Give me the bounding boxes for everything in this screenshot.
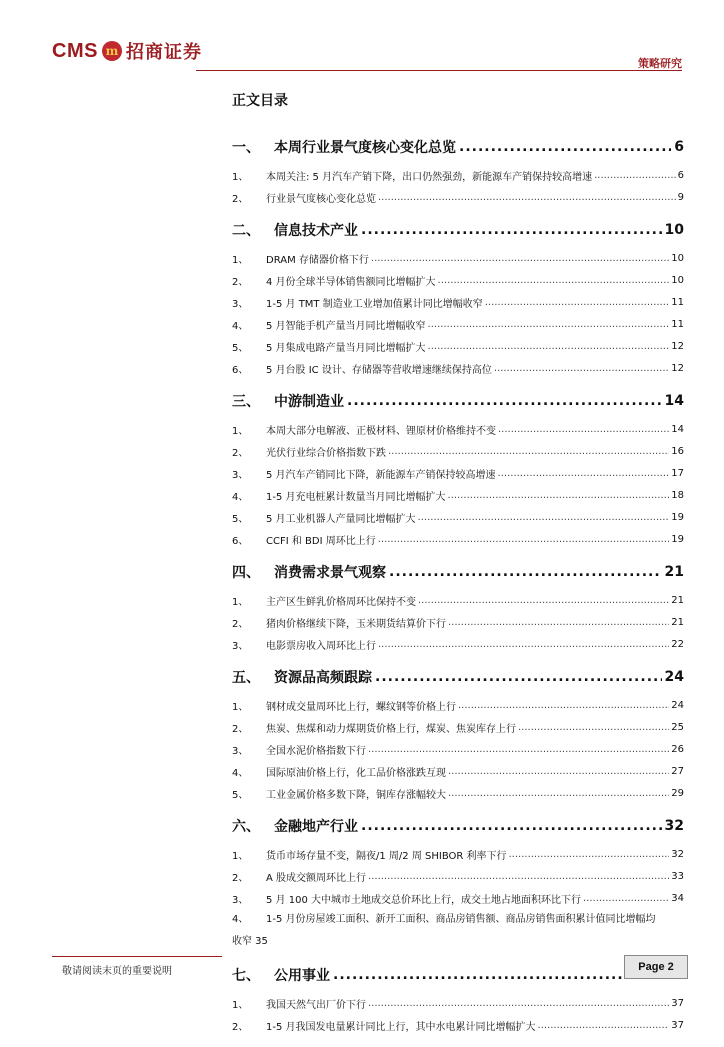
section-number: 一、: [232, 140, 260, 156]
item-number: 1、: [232, 999, 249, 1011]
footer-note: 敬请阅读末页的重要说明: [62, 966, 172, 977]
item-page: 21: [671, 594, 684, 606]
dot-leader: [371, 253, 669, 264]
section-page: 14: [664, 393, 684, 409]
section-number: 三、: [232, 394, 260, 410]
item-title: 1-5 月份房屋竣工面积、新开工面积、商品房销售额、商品房销售面积累计值同比增幅均: [266, 914, 656, 925]
item-title: 货币市场存量不变，隔夜/1 周/2 周 SHIBOR 利率下行: [266, 850, 507, 862]
toc-title: 正文目录: [232, 93, 288, 109]
dot-leader: [494, 363, 669, 374]
section-title: 金融地产行业: [274, 819, 358, 835]
toc-section-entry[interactable]: [232, 219, 684, 241]
item-page: 14: [671, 423, 684, 435]
item-number: 2、: [232, 618, 249, 630]
item-title: A 股成交额周环比上行: [266, 872, 367, 884]
item-page: 9: [677, 191, 684, 203]
item-page: 32: [671, 848, 684, 860]
item-number: 2、: [232, 872, 249, 884]
section-number: 二、: [232, 223, 260, 239]
dot-leader: [378, 192, 676, 203]
toc-item-entry[interactable]: [232, 186, 684, 208]
item-title: 5 月集成电路产量当月同比增幅扩大: [266, 342, 426, 354]
table-of-contents: [232, 92, 684, 1047]
item-number: 4、: [232, 767, 249, 779]
dot-leader: [498, 424, 669, 435]
item-title: 本周大部分电解液、正极材料、锂原材价格维持不变: [266, 425, 496, 437]
section-title: 消费需求景气观察: [274, 565, 386, 581]
section-items: [232, 247, 684, 379]
toc-item-entry[interactable]: [232, 247, 684, 269]
item-number: 3、: [232, 640, 249, 652]
item-number: 6、: [232, 364, 249, 376]
toc-item-entry[interactable]: [232, 440, 684, 462]
item-number: 2、: [232, 723, 249, 735]
item-title: 全国水泥价格指数下行: [266, 745, 366, 757]
item-page: 10: [671, 274, 684, 286]
section-items: [232, 694, 684, 804]
toc-item-entry[interactable]: [232, 760, 684, 782]
dot-leader: [448, 490, 670, 501]
item-number: 5、: [232, 789, 249, 801]
section-items: [232, 992, 684, 1036]
header-divider: [196, 70, 682, 71]
item-number: 2、: [232, 276, 249, 288]
item-page: 12: [671, 340, 684, 352]
item-page: 11: [671, 318, 684, 330]
section-number: 四、: [232, 565, 260, 581]
dot-leader: [428, 319, 670, 330]
dot-leader: [361, 222, 662, 238]
dot-leader: [418, 512, 670, 523]
toc-item-entry[interactable]: [232, 716, 684, 738]
item-page: 6: [677, 169, 684, 181]
item-page: 16: [671, 445, 684, 457]
toc-item-entry[interactable]: [232, 291, 684, 313]
toc-item-entry[interactable]: [232, 462, 684, 484]
dot-leader: [333, 967, 662, 983]
toc-section-entry[interactable]: [232, 390, 684, 412]
dot-leader: [583, 893, 669, 904]
dot-leader: [448, 617, 669, 628]
dot-leader: [518, 722, 669, 733]
toc-item-entry[interactable]: [232, 694, 684, 716]
item-title: 主产区生鲜乳价格周环比保持不变: [266, 596, 416, 608]
section-items: [232, 843, 684, 953]
section-items: [232, 589, 684, 655]
item-number: 5、: [232, 513, 249, 525]
toc-item-entry[interactable]: [232, 269, 684, 291]
header-tag: 策略研究: [638, 57, 682, 70]
item-page: 19: [671, 533, 684, 545]
item-page: 29: [671, 787, 684, 799]
item-title: 1-5 月我国发电量累计同比上行，其中水电累计同比增幅扩大: [266, 1021, 536, 1033]
item-page: 19: [671, 511, 684, 523]
cms-logo: [52, 38, 202, 64]
item-title: 1-5 月 TMT 制造业工业增加值累计同比增幅收窄: [266, 298, 483, 310]
item-title: 本周关注: 5 月汽车产销下降，出口仍然强劲，新能源车产销保持较高增速: [266, 171, 593, 183]
toc-item-entry-wrapped[interactable]: [232, 909, 684, 953]
dot-leader: [438, 275, 670, 286]
item-title: 国际原油价格上行，化工品价格涨跌互现: [266, 767, 446, 779]
dot-leader: [458, 700, 669, 711]
toc-item-entry[interactable]: [232, 887, 684, 909]
toc-item-entry[interactable]: [232, 506, 684, 528]
item-page: 27: [671, 765, 684, 777]
item-title: 行业景气度核心变化总览: [266, 193, 376, 205]
section-page: 6: [674, 139, 684, 155]
item-title: DRAM 存储器价格下行: [266, 254, 369, 266]
item-title: 4 月份全球半导体销售额同比增幅扩大: [266, 276, 436, 288]
dot-leader: [448, 766, 669, 777]
item-number: 4、: [232, 914, 249, 925]
logo-badge-icon: m: [102, 41, 122, 61]
page-header: [0, 0, 724, 80]
item-title: 5 月工业机器人产量同比增幅扩大: [266, 513, 416, 525]
toc-item-entry[interactable]: [232, 865, 684, 887]
footer-divider: [52, 956, 222, 957]
item-page: 22: [671, 638, 684, 650]
item-title: 工业金属价格多数下降，铜库存涨幅较大: [266, 789, 446, 801]
item-number: 4、: [232, 491, 249, 503]
item-page: 37: [671, 997, 684, 1009]
item-title: 钢材成交量周环比上行，螺纹钢等价格上行: [266, 701, 456, 713]
toc-item-entry[interactable]: [232, 589, 684, 611]
dot-leader: [485, 297, 670, 308]
toc-item-entry[interactable]: [232, 782, 684, 804]
dot-leader: [459, 139, 671, 155]
toc-section-entry[interactable]: [232, 561, 684, 583]
dot-leader: [388, 446, 669, 457]
toc-item-entry[interactable]: [232, 313, 684, 335]
dot-leader: [368, 744, 669, 755]
item-number: 1、: [232, 850, 249, 862]
toc-item-entry[interactable]: [232, 528, 684, 550]
item-number: 1、: [232, 701, 249, 713]
logo-cn-text: 招商证券: [125, 42, 202, 63]
item-number: 3、: [232, 745, 249, 757]
toc-item-entry[interactable]: [232, 738, 684, 760]
item-title: 5 月汽车产销同比下降，新能源车产销保持较高增速: [266, 469, 496, 481]
wrapped-line-2: 收窄 35: [232, 936, 268, 947]
toc-section-entry[interactable]: [232, 666, 684, 688]
item-number: 5、: [232, 342, 249, 354]
toc-section-entry[interactable]: [232, 136, 684, 158]
dot-leader: [375, 669, 662, 685]
toc-section-entry[interactable]: [232, 815, 684, 837]
dot-leader: [538, 1020, 670, 1031]
dot-leader: [378, 639, 669, 650]
page-number-badge: Page 2: [624, 955, 688, 979]
item-title: CCFI 和 BDI 周环比上行: [266, 535, 376, 547]
section-page: 32: [664, 818, 684, 834]
logo-cms-text: CMS: [52, 39, 98, 62]
section-title: 信息技术产业: [274, 223, 358, 239]
item-title: 猪肉价格继续下降，玉米期货结算价下行: [266, 618, 446, 630]
item-page: 17: [671, 467, 684, 479]
item-number: 1、: [232, 425, 249, 437]
item-number: 1、: [232, 171, 249, 183]
section-page: 24: [664, 669, 684, 685]
item-number: 6、: [232, 535, 249, 547]
section-number: 七、: [232, 968, 260, 984]
item-page: 10: [671, 252, 684, 264]
dot-leader: [347, 393, 662, 409]
item-number: 2、: [232, 1021, 249, 1033]
item-title: 焦炭、焦煤和动力煤期货价格上行，煤炭、焦炭库存上行: [266, 723, 516, 735]
section-page: 21: [664, 564, 684, 580]
toc-item-entry[interactable]: [232, 357, 684, 379]
section-title: 公用事业: [274, 968, 330, 984]
item-number: 3、: [232, 298, 249, 310]
item-title: 我国天然气出厂价下行: [266, 999, 366, 1011]
dot-leader: [428, 341, 670, 352]
dot-leader: [389, 564, 662, 580]
section-items: [232, 418, 684, 550]
item-page: 33: [671, 870, 684, 882]
item-number: 2、: [232, 447, 249, 459]
item-number: 2、: [232, 193, 249, 205]
toc-item-entry[interactable]: [232, 335, 684, 357]
dot-leader: [368, 998, 669, 1009]
section-number: 六、: [232, 819, 260, 835]
item-page: 21: [671, 616, 684, 628]
toc-item-entry[interactable]: [232, 164, 684, 186]
toc-item-entry[interactable]: [232, 611, 684, 633]
item-page: 26: [671, 743, 684, 755]
toc-item-entry[interactable]: [232, 484, 684, 506]
item-title: 电影票房收入周环比上行: [266, 640, 376, 652]
toc-item-entry[interactable]: [232, 633, 684, 655]
item-number: 3、: [232, 469, 249, 481]
section-title: 中游制造业: [274, 394, 344, 410]
section-items: [232, 164, 684, 208]
dot-leader: [498, 468, 670, 479]
dot-leader: [378, 534, 670, 545]
item-page: 24: [671, 699, 684, 711]
dot-leader: [418, 595, 669, 606]
toc-section-entry[interactable]: [232, 964, 684, 986]
toc-item-entry[interactable]: [232, 843, 684, 865]
item-title: 5 月智能手机产量当月同比增幅收窄: [266, 320, 426, 332]
section-title: 资源品高频跟踪: [274, 670, 372, 686]
section-number: 五、: [232, 670, 260, 686]
item-page: 37: [671, 1019, 684, 1031]
item-title: 光伏行业综合价格指数下跌: [266, 447, 386, 459]
item-number: 1、: [232, 596, 249, 608]
toc-item-entry[interactable]: [232, 1014, 684, 1036]
item-number: 1、: [232, 254, 249, 266]
dot-leader: [509, 849, 670, 860]
dot-leader: [448, 788, 669, 799]
item-page: 25: [671, 721, 684, 733]
dot-leader: [361, 818, 662, 834]
dot-leader: [368, 871, 669, 882]
item-page: 11: [671, 296, 684, 308]
wrapped-line-1: [232, 909, 684, 931]
dot-leader: [594, 170, 676, 181]
section-title: 本周行业景气度核心变化总览: [274, 140, 456, 156]
item-page: 18: [671, 489, 684, 501]
item-title: 5 月 100 大中城市土地成交总价环比上行，成交土地占地面积环比下行: [266, 894, 581, 906]
section-page: 10: [664, 222, 684, 238]
item-page: 34: [671, 892, 684, 904]
item-title: 1-5 月充电桩累计数量当月同比增幅扩大: [266, 491, 446, 503]
item-page: 12: [671, 362, 684, 374]
item-title: 5 月台股 IC 设计、存储器等营收增速继续保持高位: [266, 364, 492, 376]
toc-item-entry[interactable]: [232, 418, 684, 440]
item-number: 4、: [232, 320, 249, 332]
item-number: 3、: [232, 894, 249, 906]
toc-item-entry[interactable]: [232, 992, 684, 1014]
